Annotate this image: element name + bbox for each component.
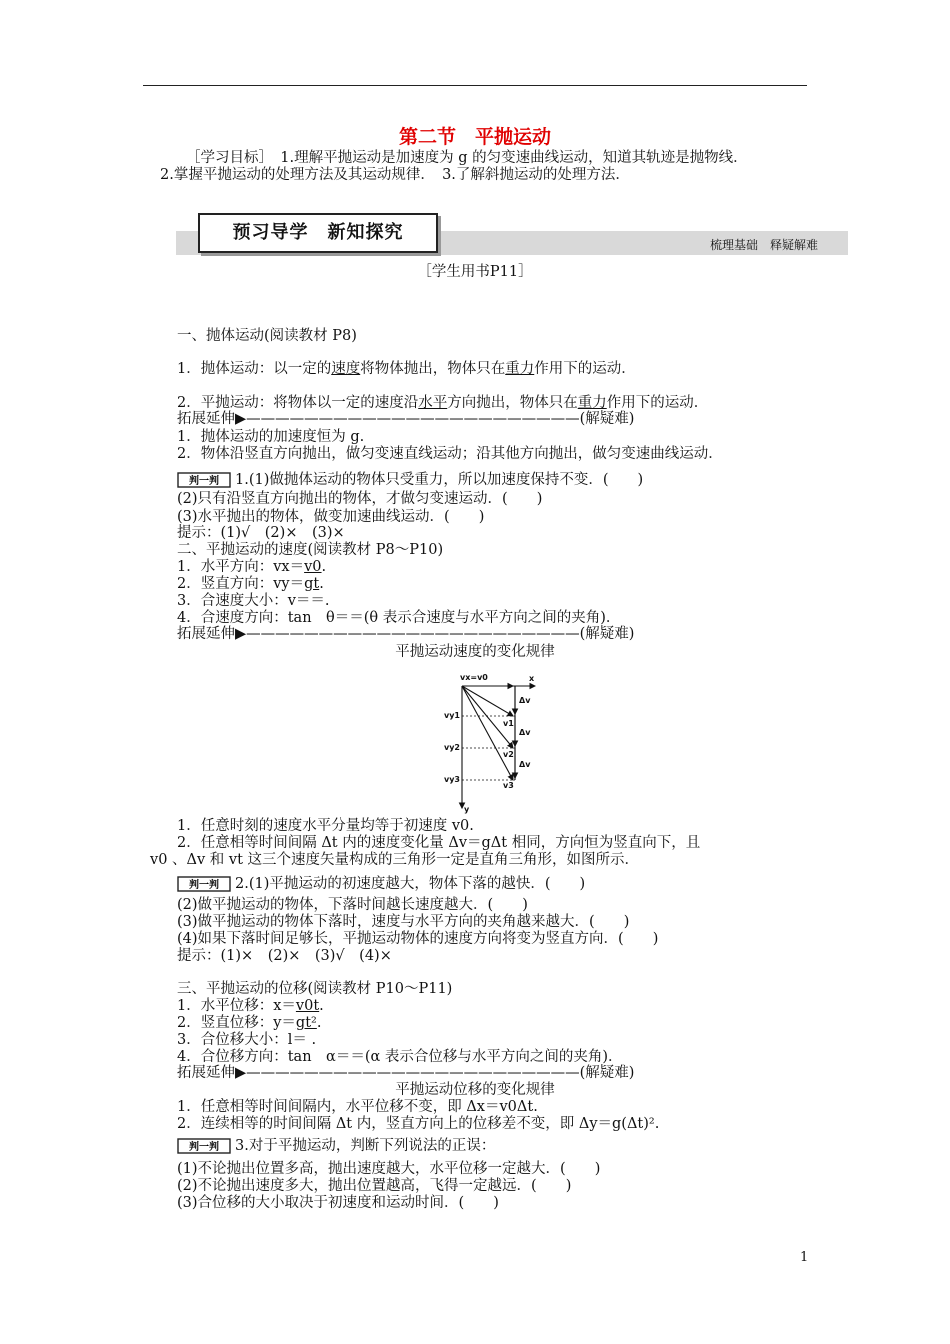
s2-para3: 3．合速度大小：v＝＝. [177,593,330,609]
s2-judge2: (2)做平抛运动的物体，下落时间越长速度越大．( ) [177,897,528,913]
s1-para1: 1．抛体运动：以一定的速度将物体抛出，物体只在重力作用下的运动． [177,361,636,377]
s3-judge3: (3)合位移的大小取决于初速度和运动时间．( ) [177,1195,499,1211]
header-rule [143,85,807,86]
s3-para4: 4．合位移方向：tan α＝＝(α 表示合位移与水平方向之间的夹角)． [177,1049,623,1065]
judge-badge-icon [177,1137,231,1155]
label-v3: v3 [503,781,514,790]
s3-para3: 3．合位移大小：l＝ . [177,1032,317,1048]
s2-para4: 4．合速度方向：tan θ＝＝(θ 表示合速度与水平方向之间的夹角)． [177,610,621,626]
s2-rule2: 2．任意相等时间间隔 Δt 内的速度变化量 Δv＝gΔt 相同，方向恒为竖直向下，且 [177,835,701,851]
label-dv2: Δv [519,728,531,737]
page-number: 1 [800,1250,809,1265]
s1-judge1: 判一判 1.(1)做抛体运动的物体只受重力，所以加速度保持不变．( ) [177,468,643,489]
s1-judge2: (2)只有沿竖直方向抛出的物体，才做匀变速运动．( ) [177,491,543,507]
s2-para2: 2．竖直方向：vy＝gt. [177,576,324,592]
s3-extension: 拓展延伸▶———————————————————————(解疑难) [177,1065,635,1081]
velocity-diagram [440,668,550,816]
s1-ext-item1: 1．抛体运动的加速度恒为 g. [177,429,365,445]
s1-judge3: (3)水平抛出的物体，做变加速曲线运动．( ) [177,509,485,525]
label-v1: v1 [503,719,514,728]
section1-heading: 一、抛体运动(阅读教材 P8) [177,328,357,344]
svg-text:判一判: 判一判 [189,1142,219,1153]
label-dv3: Δv [519,760,531,769]
label-vy2: vy2 [444,743,460,752]
s2-judge1: 判一判 2.(1)平抛运动的初速度越大，物体下落的越快．( ) [177,872,585,893]
s1-para2: 2．平抛运动：将物体以一定的速度沿水平方向抛出，物体只在重力作用下的运动． [177,395,709,411]
s1-hint: 提示：(1)√ (2)× (3)× [177,525,345,541]
label-vx: vx=v0 [460,673,488,682]
s2-rule3: v0 、Δv 和 vt 这三个速度矢量构成的三角形一定是直角三角形，如图所示． [150,852,640,868]
s1-ext-item2: 2．物体沿竖直方向抛出，做匀变速直线运动；沿其他方向抛出，做匀变速曲线运动． [177,446,723,462]
objectives-line2: 2.掌握平抛运动的处理方法及其运动规律． 3.了解斜抛运动的处理方法． [160,167,630,183]
book-reference: ［学生用书P11］ [417,264,533,280]
s3-subtitle: 平抛运动位移的变化规律 [395,1082,555,1098]
s2-judge3: (3)做平抛运动的物体下落时，速度与水平方向的夹角越来越大．( ) [177,914,630,930]
s3-rule2: 2．连续相等的时间间隔 Δt 内，竖直方向上的位移差不变，即 Δy＝g(Δt)². [177,1116,660,1132]
s2-judge4: (4)如果下落时间足够长，平抛运动物体的速度方向将变为竖直方向．( ) [177,931,659,947]
banner-subtitle: 梳理基础 释疑解难 [710,238,819,252]
s2-subtitle: 平抛运动速度的变化规律 [395,644,555,660]
section2-heading: 二、平抛运动的速度(阅读教材 P8～P10) [177,542,444,558]
s2-rule1: 1．任意时刻的速度水平分量均等于初速度 v0. [177,818,474,834]
label-y: y [464,805,470,814]
s3-rule1: 1．任意相等时间间隔内，水平位移不变，即 Δx＝v0Δt. [177,1099,538,1115]
svg-text:判一判: 判一判 [189,476,219,487]
s3-judge0: 判一判 3.对于平抛运动，判断下列说法的正误： [177,1134,495,1155]
label-dv1: Δv [519,696,531,705]
s2-extension: 拓展延伸▶———————————————————————(解疑难) [177,626,635,642]
banner-title: 预习导学 新知探究 [198,213,438,253]
svg-text:判一判: 判一判 [189,880,219,891]
page-title: 第二节 平抛运动 [398,126,551,148]
s3-para1: 1．水平位移：x＝v0t. [177,998,324,1014]
section3-heading: 三、平抛运动的位移(阅读教材 P10～P11) [177,981,453,997]
s3-judge2: (2)不论抛出速度多大，抛出位置越高，飞得一定越远．( ) [177,1178,572,1194]
label-v2: v2 [503,750,514,759]
s1-extension: 拓展延伸▶———————————————————————(解疑难) [177,411,635,427]
label-x: x [529,674,535,683]
label-vy1: vy1 [444,711,460,720]
objectives-line1: ［学习目标］ 1.理解平抛运动是加速度为 g 的匀变速曲线运动，知道其轨迹是抛物线． [186,150,748,166]
s3-judge1: (1)不论抛出位置多高，抛出速度越大，水平位移一定越大．( ) [177,1161,601,1177]
label-vy3: vy3 [444,775,460,784]
s2-hint: 提示：(1)× (2)× (3)√ (4)× [177,948,392,964]
s3-para2: 2．竖直位移：y＝gt². [177,1015,322,1031]
s2-para1: 1．水平方向：vx＝v0. [177,559,327,575]
judge-badge-icon [177,875,231,893]
